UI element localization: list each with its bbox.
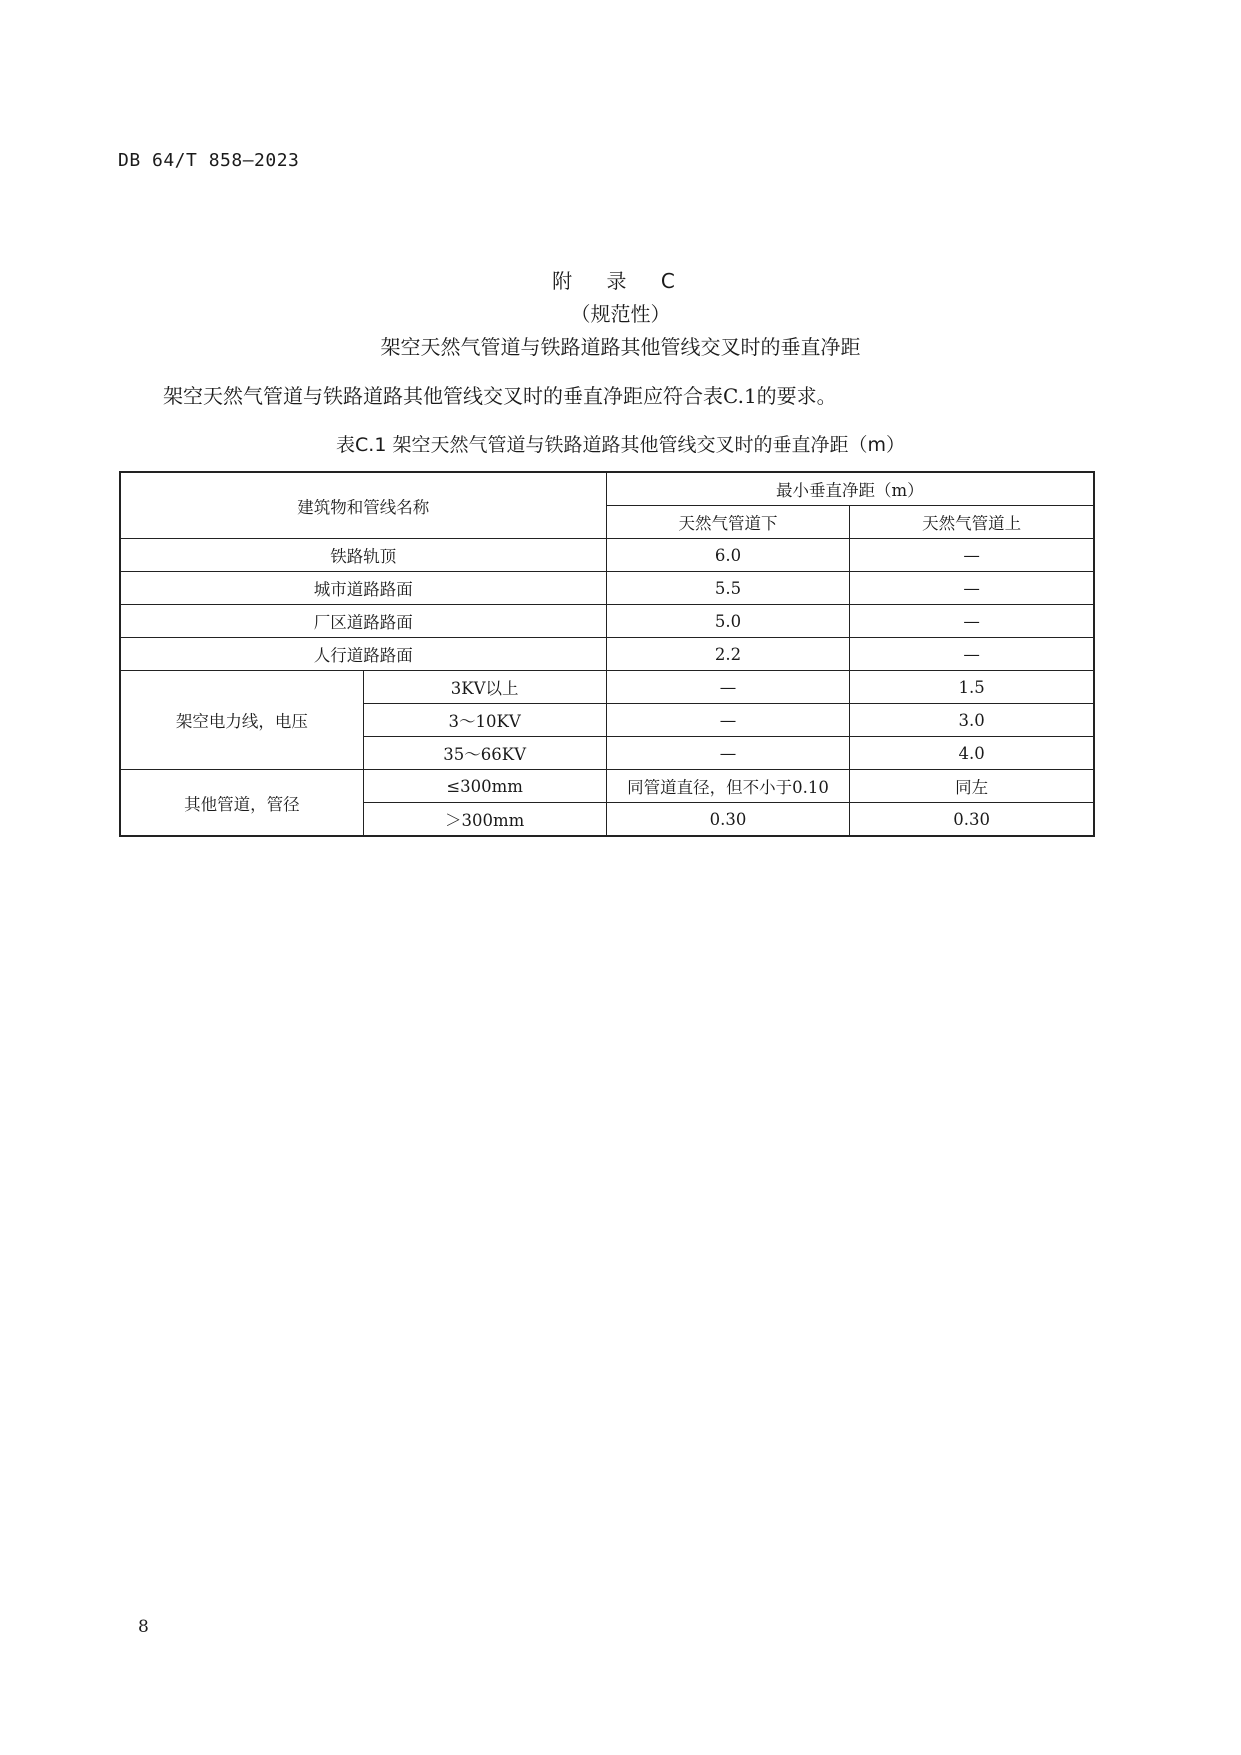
row-above-cell: 1.5 <box>850 671 1094 704</box>
row-name-cell: 城市道路路面 <box>120 572 606 605</box>
group-name-cell-power: 架空电力线，电压 <box>120 671 363 770</box>
row-below-cell: 0.30 <box>606 803 850 837</box>
table-header-row <box>120 472 1094 506</box>
appendix-nature: （规范性） <box>570 302 671 326</box>
header-name-cell: 建筑物和管线名称 <box>120 472 606 539</box>
row-below-cell: — <box>606 737 850 770</box>
row-sub-cell: 35～66KV <box>363 737 606 770</box>
header-above-cell: 天然气管道上 <box>850 506 1094 539</box>
intro-paragraph: 架空天然气管道与铁路道路其他管线交叉时的垂直净距应符合表C.1的要求。 <box>163 384 837 408</box>
row-below-cell: 同管道直径，但不小于0.10 <box>606 770 850 803</box>
row-name-cell: 厂区道路路面 <box>120 605 606 638</box>
clearance-table <box>119 471 1095 837</box>
row-sub-cell: 3KV以上 <box>363 671 606 704</box>
row-above-cell: — <box>850 605 1094 638</box>
row-below-cell: — <box>606 671 850 704</box>
row-below-cell: 6.0 <box>606 539 850 572</box>
table-row <box>120 572 1094 605</box>
row-name-cell: 铁路轨顶 <box>120 539 606 572</box>
table-row <box>120 770 1094 803</box>
row-above-cell: — <box>850 572 1094 605</box>
standard-code: DB 64/T 858—2023 <box>118 150 300 171</box>
row-below-cell: 2.2 <box>606 638 850 671</box>
table-row <box>120 539 1094 572</box>
row-name-cell: 人行道路路面 <box>120 638 606 671</box>
row-above-cell: — <box>850 539 1094 572</box>
appendix-heading: 架空天然气管道与铁路道路其他管线交叉时的垂直净距 <box>380 335 861 359</box>
header-below-cell: 天然气管道下 <box>606 506 850 539</box>
row-sub-cell: 3～10KV <box>363 704 606 737</box>
row-below-cell: 5.0 <box>606 605 850 638</box>
row-below-cell: — <box>606 704 850 737</box>
table-row <box>120 605 1094 638</box>
row-above-cell: 3.0 <box>850 704 1094 737</box>
row-above-cell: 0.30 <box>850 803 1094 837</box>
row-above-cell: — <box>850 638 1094 671</box>
header-min-clearance-cell: 最小垂直净距（m） <box>606 472 1094 506</box>
table-row <box>120 671 1094 704</box>
page-number: 8 <box>138 1617 149 1637</box>
appendix-title: 附 录 C <box>552 269 689 293</box>
row-above-cell: 同左 <box>850 770 1094 803</box>
table-row <box>120 638 1094 671</box>
row-sub-cell: ≤300mm <box>363 770 606 803</box>
row-below-cell: 5.5 <box>606 572 850 605</box>
group-name-cell-pipe: 其他管道，管径 <box>120 770 363 837</box>
table-caption: 表C.1 架空天然气管道与铁路道路其他管线交叉时的垂直净距（m） <box>336 434 905 456</box>
row-sub-cell: ＞300mm <box>363 803 606 837</box>
row-above-cell: 4.0 <box>850 737 1094 770</box>
